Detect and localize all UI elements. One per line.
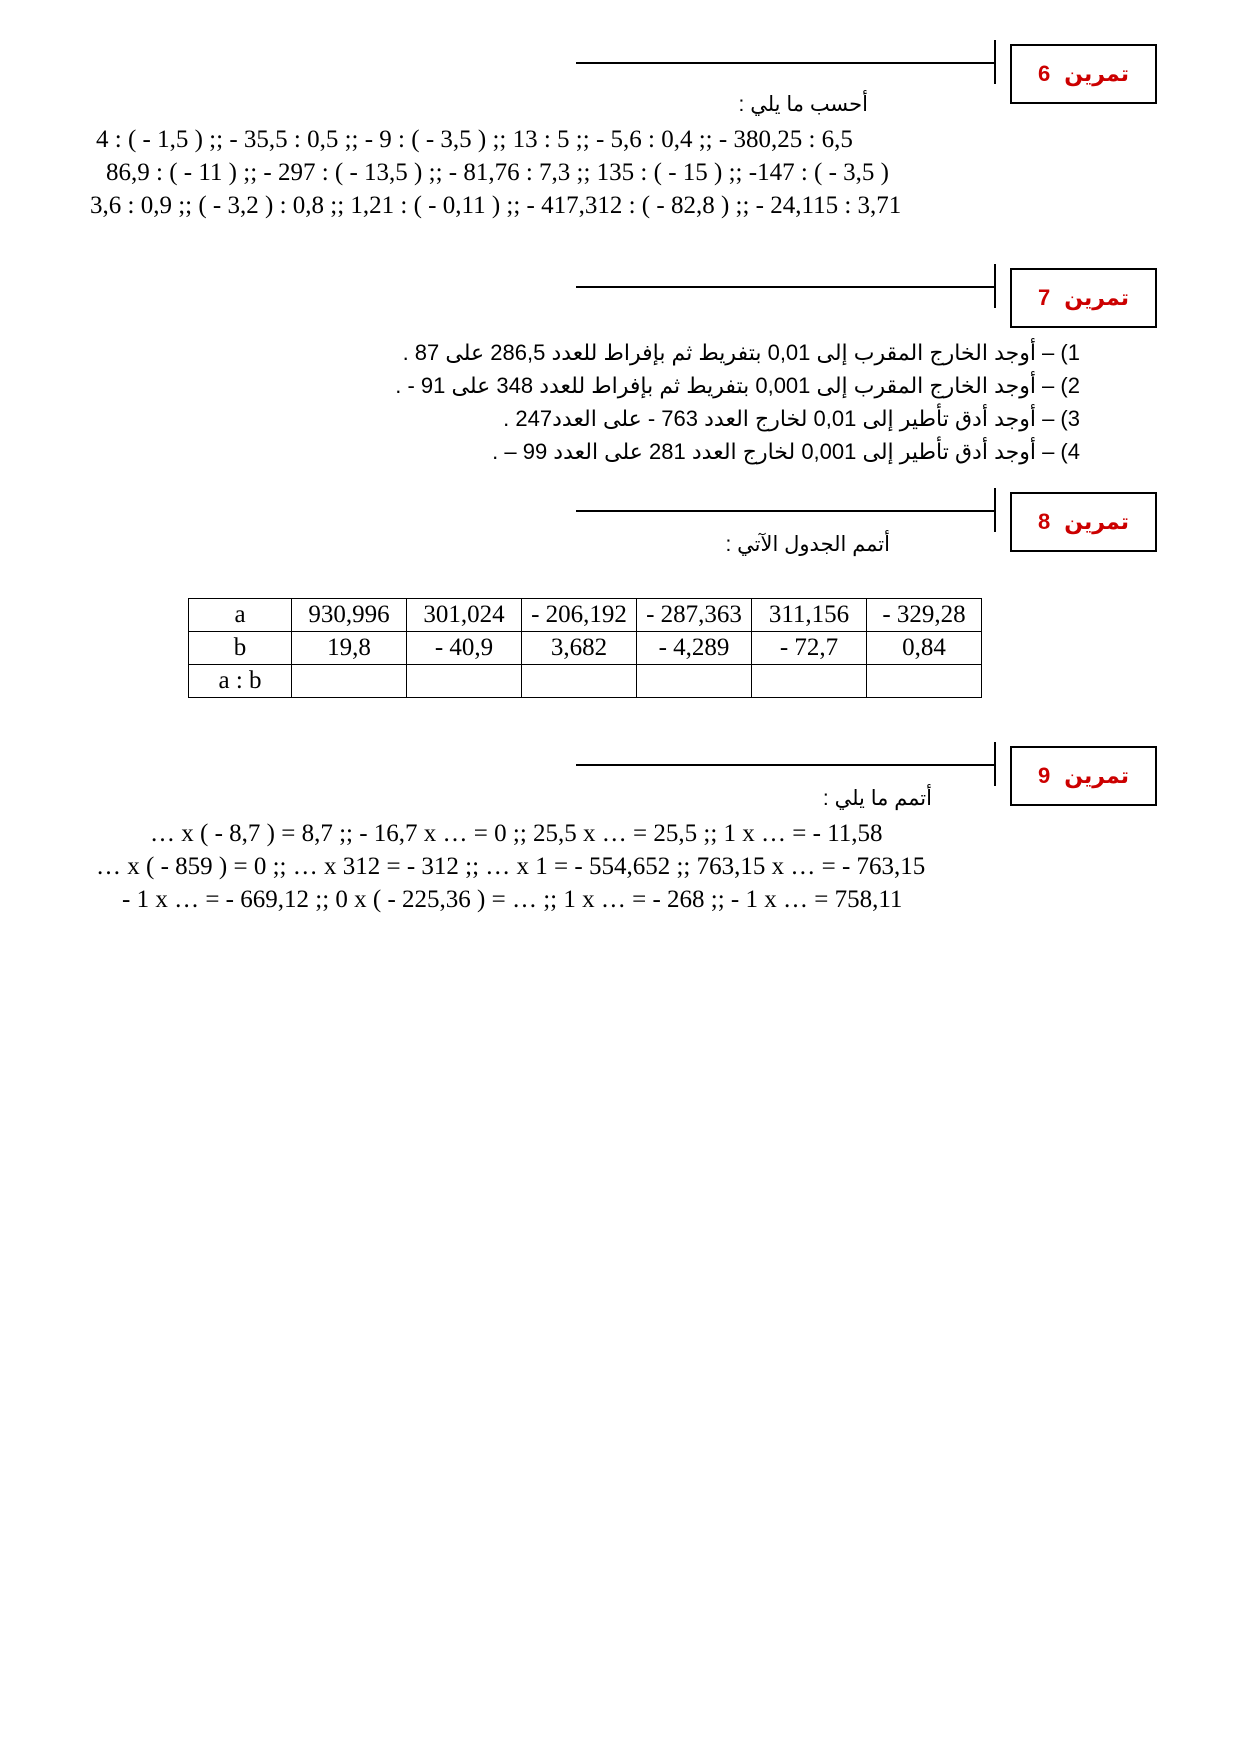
ex8-header-bar: [994, 488, 996, 532]
cell-quotient-3[interactable]: [522, 665, 637, 698]
ex9-title-box: [1010, 746, 1157, 806]
cell-quotient-2[interactable]: [407, 665, 522, 698]
ex8-title-label: تمرين: [1064, 509, 1130, 534]
cell-b-1: 19,8: [292, 632, 407, 665]
ex6-line-2: 86,9 : ( - 11 ) ;; - 297 : ( - 13,5 ) ;; - 81,76 : 7,3 ;; 135 : ( - 15 ) ;; -147 : ( - 3,5 ): [106, 159, 889, 186]
ex8-title-box: [1010, 492, 1157, 552]
cell-quotient-1[interactable]: [292, 665, 407, 698]
cell-a-1: 930,996: [292, 599, 407, 632]
table-row-quotient: [189, 665, 982, 698]
ex6-title-label: تمرين: [1064, 61, 1130, 86]
cell-quotient-6[interactable]: [867, 665, 982, 698]
ex7-question-1: 1) – أوجد الخارج المقرب إلى 0,01 بتفريط ثم بإفراط للعدد 286,5 على 87 .: [402, 340, 1080, 365]
ex9-line-3: - 1 x … = - 669,12 ;; 0 x ( - 225,36 ) = … ;; 1 x … = - 268 ;; - 1 x … = 758,11: [122, 886, 903, 913]
ex7-title-label: تمرين: [1064, 285, 1130, 310]
ex7-title-number: 7: [1038, 285, 1051, 310]
ex8-title-number: 8: [1038, 509, 1051, 534]
cell-b-6: 0,84: [867, 632, 982, 665]
ex6-title-number: 6: [1038, 61, 1051, 86]
cell-b-3: 3,682: [522, 632, 637, 665]
ex7-question-2: 2) – أوجد الخارج المقرب إلى 0,001 بتفريط ثم بإفراط للعدد 348 على 91 - .: [395, 373, 1080, 398]
ex9-title-number: 9: [1038, 763, 1051, 788]
cell-b-5: - 72,7: [752, 632, 867, 665]
cell-a-3: - 206,192: [522, 599, 637, 632]
division-table: [188, 598, 982, 698]
ex9-line-1: … x ( - 8,7 ) = 8,7 ;; - 16,7 x … = 0 ;; 25,5 x … = 25,5 ;; 1 x … = - 11,58: [150, 820, 883, 847]
table-row-a: [189, 599, 982, 632]
ex8-header-rule: [576, 510, 996, 512]
ex7-header-bar: [994, 264, 996, 308]
ex6-instruction: أحسب ما يلي :: [738, 93, 868, 116]
row-a-label: a: [189, 599, 292, 632]
cell-a-5: 311,156: [752, 599, 867, 632]
cell-quotient-4[interactable]: [637, 665, 752, 698]
ex6-header-bar: [994, 40, 996, 84]
row-b-label: b: [189, 632, 292, 665]
ex6-header-rule: [576, 62, 996, 64]
cell-b-2: - 40,9: [407, 632, 522, 665]
cell-a-4: - 287,363: [637, 599, 752, 632]
ex6-line-3: 3,6 : 0,9 ;; ( - 3,2 ) : 0,8 ;; 1,21 : ( - 0,11 ) ;; - 417,312 : ( - 82,8 ) ;; - 24,115 : 3,71: [90, 192, 902, 219]
cell-b-4: - 4,289: [637, 632, 752, 665]
ex6-line-1: 4 : ( - 1,5 ) ;; - 35,5 : 0,5 ;; - 9 : ( - 3,5 ) ;; 13 : 5 ;; - 5,6 : 0,4 ;; - 380,25 : 6,5: [96, 126, 853, 153]
cell-a-6: - 329,28: [867, 599, 982, 632]
ex7-question-3: 3) – أوجد أدق تأطير إلى 0,01 لخارج العدد 763 - على العدد247 .: [503, 406, 1080, 431]
table-row-b: [189, 632, 982, 665]
ex9-instruction: أتمم ما يلي :: [822, 787, 932, 810]
ex9-header-rule: [576, 764, 996, 766]
ex9-header-bar: [994, 742, 996, 786]
cell-a-2: 301,024: [407, 599, 522, 632]
ex7-header-rule: [576, 286, 996, 288]
ex9-title-label: تمرين: [1064, 763, 1130, 788]
cell-quotient-5[interactable]: [752, 665, 867, 698]
row-quotient-label: a : b: [189, 665, 292, 698]
ex8-instruction: أتمم الجدول الآتي :: [725, 533, 890, 556]
ex7-question-4: 4) – أوجد أدق تأطير إلى 0,001 لخارج العدد 281 على العدد 99 – .: [492, 439, 1080, 464]
ex7-title-box: [1010, 268, 1157, 328]
ex6-title-box: [1010, 44, 1157, 104]
ex9-line-2: … x ( - 859 ) = 0 ;; … x 312 = - 312 ;; … x 1 = - 554,652 ;; 763,15 x … = - 763,15: [96, 853, 926, 880]
